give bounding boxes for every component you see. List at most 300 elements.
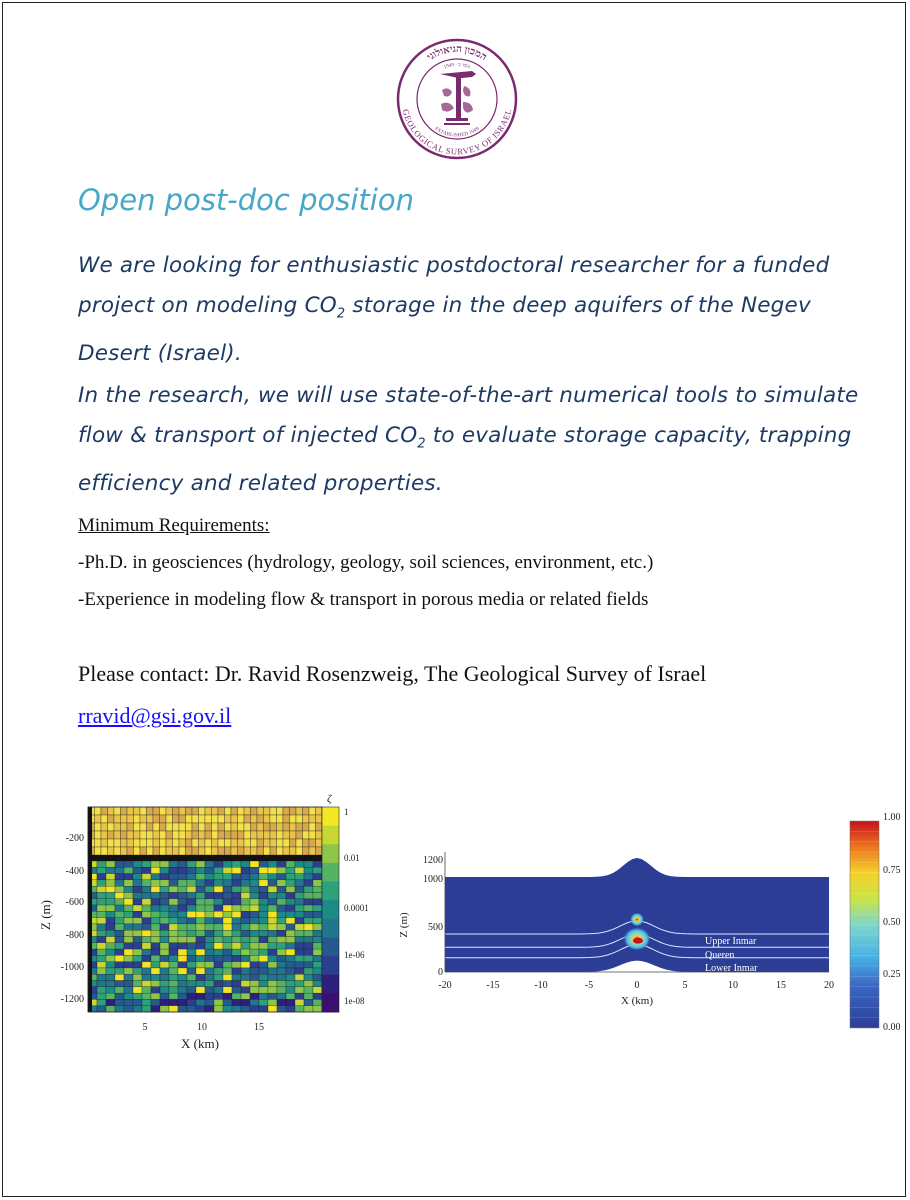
heatmap-cell [101,823,108,831]
heatmap-cell [133,911,142,917]
heatmap-cell [151,892,160,898]
intro-paragraph: We are looking for enthusiastic postdoctoral researcher for a funded project on modeling $CO_2$ storage in the deep aquifers of the Negev Desert (Israel). [78,253,830,367]
x-tick-label: -20 [438,980,452,991]
heatmap-cell [151,924,160,930]
heatmap-cell [316,807,323,815]
requirement-item: -Ph.D. in geosciences (hydrology, geology, soil sciences, environment, etc.) [78,552,654,573]
heatmap-cell [127,839,134,847]
heatmap-cell [169,886,178,892]
heatmap-cell [166,839,173,847]
heatmap-cell [218,839,225,847]
heatmap-cell [223,886,232,892]
colorbar-segment [322,863,339,882]
heatmap-cell [97,937,106,943]
heatmap-cell [309,815,316,823]
heatmap-cell [250,911,259,917]
heatmap-cell [134,807,141,815]
heatmap-cell [259,949,268,955]
colorbar-segment [322,975,339,994]
heatmap-cell [295,911,304,917]
heatmap-cell [106,899,115,905]
heatmap-cell [250,918,259,924]
heatmap-cell [304,924,313,930]
heatmap-cell [223,899,232,905]
heatmap-cell [268,987,277,993]
heatmap-cell [178,999,187,1005]
heatmap-cell [238,847,245,855]
x-tick-label: 10 [728,980,738,991]
heatmap-cell [295,999,304,1005]
heatmap-cell [134,815,141,823]
heatmap-cell [316,839,323,847]
heatmap-cell [286,911,295,917]
heatmap-cell [238,839,245,847]
heatmap-cell [97,987,106,993]
heatmap-cell [303,815,310,823]
heatmap-cell [178,886,187,892]
heatmap-cell [290,839,297,847]
heatmap-cell [277,918,286,924]
heatmap-cell [114,823,121,831]
heatmap-cell [205,899,214,905]
heatmap-cell [268,955,277,961]
heatmap-cell [270,839,277,847]
heatmap-cell [187,911,196,917]
heatmap-cell [205,930,214,936]
colorbar-label: ζ [327,793,332,805]
heatmap-cell [304,943,313,949]
heatmap-cell [196,955,205,961]
heatmap-cell [205,974,214,980]
heatmap-cell [142,999,151,1005]
heatmap-cell [140,823,147,831]
heatmap-cell [115,918,124,924]
heatmap-cell [97,930,106,936]
heatmap-cell [95,807,102,815]
heatmap-cell [309,823,316,831]
heatmap-cell [142,943,151,949]
heatmap-cell [259,930,268,936]
heatmap-cell [95,847,102,855]
heatmap-cell [241,943,250,949]
heatmap-cell [178,981,187,987]
heatmap-cell [115,981,124,987]
heatmap-cell [268,968,277,974]
heatmap-cell [160,886,169,892]
x-axis-label: X (km) [620,995,654,1007]
heatmap-cell [187,968,196,974]
heatmap-cell [286,955,295,961]
heatmap-cell [251,823,258,831]
heatmap-cell [160,949,169,955]
heatmap-cell [108,823,115,831]
heatmap-cell [124,1006,133,1012]
heatmap-cell [196,987,205,993]
heatmap-cell [187,993,196,999]
svg-text:ESTABLISHED 1949 [434,126,481,138]
heatmap-cell [223,874,232,880]
heatmap-cell [114,815,121,823]
heatmap-cell [134,839,141,847]
heatmap-cell [277,962,286,968]
heatmap-cell [133,968,142,974]
heatmap-cell [160,924,169,930]
heatmap-cell [160,874,169,880]
heatmap-cell [257,807,264,815]
heatmap-cell [169,930,178,936]
heatmap-cell [196,861,205,867]
heatmap-cell [286,987,295,993]
heatmap-cell [142,861,151,867]
heatmap-cell [95,839,102,847]
heatmap-cell [199,839,206,847]
heatmap-cell [186,823,193,831]
heatmap-cell [313,968,322,974]
heatmap-cell [223,905,232,911]
colorbar-tick-label: 0.00 [883,1022,901,1033]
heatmap-cell [160,823,167,831]
heatmap-cell [127,823,134,831]
heatmap-cell [250,955,259,961]
heatmap-cell [121,839,128,847]
heatmap-cell [214,981,223,987]
heatmap-cell [169,962,178,968]
heatmap-cell [313,955,322,961]
heatmap-cell [187,905,196,911]
heatmap-cell [160,968,169,974]
x-tick-label: 10 [197,1022,207,1033]
heatmap-cell [238,831,245,839]
x-tick-label: -10 [534,980,548,991]
heatmap-cell [250,886,259,892]
heatmap-cell [212,839,219,847]
colorbar-segment [322,826,339,845]
heatmap-cell [277,993,286,999]
x-tick-label: -5 [584,980,594,991]
heatmap-cell [187,880,196,886]
heatmap-cell [196,899,205,905]
heatmap-cell [205,815,212,823]
heatmap-cell [268,993,277,999]
heatmap-cell [166,815,173,823]
layer-label: Queren [705,950,735,961]
heatmap-cell [251,847,258,855]
heatmap-cell [178,993,187,999]
heatmap-cell [115,937,124,943]
x-tick-label: 15 [254,1022,264,1033]
heatmap-cell [101,807,108,815]
heatmap-cell [277,815,284,823]
heatmap-cell [142,874,151,880]
heatmap-cell [232,981,241,987]
heatmap-cell [232,949,241,955]
heatmap-cell [151,937,160,943]
heatmap-cell [264,847,271,855]
heatmap-cell [283,823,290,831]
co2-plume-core [633,938,643,944]
heatmap-cell [286,924,295,930]
co2-plume-upper [630,912,644,926]
heatmap-cell [192,847,199,855]
heatmap-cell [214,937,223,943]
heatmap-cell [166,831,173,839]
heatmap-cell [214,918,223,924]
heatmap-cell [259,918,268,924]
heatmap-cell [97,867,106,873]
heatmap-cell [178,899,187,905]
heatmap-cell [238,807,245,815]
heatmap-cell [106,968,115,974]
heatmap-cell [196,949,205,955]
heatmap-cell [309,831,316,839]
heatmap-cell [295,924,304,930]
heatmap-cell [142,955,151,961]
heatmap-cell [187,987,196,993]
heatmap-cell [223,861,232,867]
heatmap-cell [178,892,187,898]
logo-english-text: GEOLOGICAL SURVEY OF ISRAEL [400,108,514,157]
heatmap-cell [304,886,313,892]
colorbar-segment [322,937,339,956]
heatmap-cell [97,943,106,949]
heatmap-cell [295,918,304,924]
heatmap-cell [108,839,115,847]
heatmap-cell [196,886,205,892]
heatmap-cell [133,867,142,873]
heatmap-cell [214,861,223,867]
heatmap-cell [115,943,124,949]
heatmap-cell [250,905,259,911]
heatmap-cell [241,918,250,924]
heatmap-cell [178,911,187,917]
heatmap-cell [232,993,241,999]
heatmap-cell [259,993,268,999]
heatmap-cell [214,1006,223,1012]
heatmap-cell [286,949,295,955]
heatmap-cell [133,930,142,936]
heatmap-cell [277,839,284,847]
heatmap-cell [97,874,106,880]
heatmap-cell [124,993,133,999]
heatmap-cell [151,1006,160,1012]
heatmap-cell [205,943,214,949]
heatmap-cell [214,905,223,911]
heatmap-cell [241,937,250,943]
heatmap-cell [127,815,134,823]
heatmap-cell [232,930,241,936]
heatmap-cell [196,937,205,943]
heatmap-cell [115,949,124,955]
heatmap-cell [124,999,133,1005]
heatmap-cell [296,847,303,855]
heatmap-cell [277,974,286,980]
layer-label: Lower Inmar [705,963,758,974]
heatmap-cell [160,937,169,943]
heatmap-cell [309,839,316,847]
heatmap-cell [187,924,196,930]
heatmap-cell [296,839,303,847]
heatmap-cell [232,861,241,867]
colorbar-tick-label: 1.00 [883,812,901,823]
heatmap-cell [231,815,238,823]
heatmap-cell [277,867,286,873]
heatmap-cell [133,861,142,867]
heatmap-cell [286,962,295,968]
heatmap-cell [140,815,147,823]
contact-email-link[interactable]: rravid@gsi.gov.il [78,703,232,728]
heatmap-cell [186,807,193,815]
heatmap-cell [250,930,259,936]
heatmap-cell [108,815,115,823]
heatmap-cell [178,968,187,974]
heatmap-cell [196,911,205,917]
heatmap-cell [223,911,232,917]
heatmap-cell [114,807,121,815]
heatmap-cell [114,831,121,839]
heatmap-cell [316,831,323,839]
heatmap-cell [160,962,169,968]
heatmap-cell [106,937,115,943]
heatmap-cell [223,892,232,898]
heatmap-cell [205,807,212,815]
heatmap-cell [106,874,115,880]
heatmap-cell [106,918,115,924]
heatmap-cell [106,880,115,886]
heatmap-cell [250,999,259,1005]
heatmap-cell [241,861,250,867]
heatmap-cell [270,847,277,855]
heatmap-cell [286,886,295,892]
heatmap-cell [115,955,124,961]
heatmap-cell [124,886,133,892]
heatmap-cell [250,874,259,880]
heatmap-cell [238,823,245,831]
heatmap-cell [212,815,219,823]
heatmap-cell [223,999,232,1005]
requirements-title: Minimum Requirements: [78,515,270,536]
heatmap-cell [124,968,133,974]
heatmap-cell [250,1006,259,1012]
heatmap-cell [286,937,295,943]
heatmap-cell [205,867,214,873]
heatmap-cell [169,955,178,961]
logo-established-text: ESTABLISHED 1949 [433,126,481,139]
heatmap-cell [295,861,304,867]
heatmap-cell [187,981,196,987]
heatmap-cell [106,962,115,968]
heatmap-cell [151,968,160,974]
y-tick-label: 500 [428,922,443,933]
heatmap-cell [241,999,250,1005]
heatmap-cell [153,807,160,815]
heatmap-cell [241,874,250,880]
heatmap-cell [295,968,304,974]
x-axis-label: X (km) [181,1036,219,1051]
heatmap-cell [295,943,304,949]
heatmap-cell [268,937,277,943]
heatmap-cell [241,981,250,987]
heatmap-cell [286,867,295,873]
heatmap-cell [106,924,115,930]
heatmap-cell [290,815,297,823]
heatmap-cell [283,815,290,823]
heatmap-cell [214,993,223,999]
heatmap-cell [142,886,151,892]
heatmap-cell [178,974,187,980]
heatmap-cell [142,987,151,993]
heatmap-cell [133,886,142,892]
heatmap-cell [199,847,206,855]
heatmap-cell [304,905,313,911]
heatmap-cell [160,955,169,961]
heatmap-cell [151,930,160,936]
heatmap-cell [142,880,151,886]
colorbar-segment [322,956,339,975]
heatmap-cell [268,905,277,911]
heatmap-cell [134,847,141,855]
y-axis-label: Z (m) [398,912,410,938]
heatmap-cell [121,815,128,823]
heatmap-cell [303,807,310,815]
heatmap-cell [187,937,196,943]
heatmap-cell [151,880,160,886]
heatmap-cell [286,861,295,867]
heatmap-cell [151,905,160,911]
heatmap-cell [160,880,169,886]
heatmap-cell [232,886,241,892]
heatmap-cell [290,823,297,831]
heatmap-cell [304,911,313,917]
heatmap-cell [205,987,214,993]
heatmap-cell [250,937,259,943]
y-tick-label: -600 [65,897,84,908]
heatmap-cell [101,831,108,839]
heatmap-cell [151,874,160,880]
heatmap-cell [212,823,219,831]
heatmap-cell [115,886,124,892]
heatmap-cell [268,861,277,867]
heatmap-cell [142,1006,151,1012]
heatmap-cell [196,880,205,886]
heatmap-cell [259,911,268,917]
heatmap-cell [196,974,205,980]
heatmap-cell [124,892,133,898]
heatmap-cell [160,847,167,855]
heatmap-cell [295,974,304,980]
heatmap-cell [153,839,160,847]
heatmap-cell [133,1006,142,1012]
heatmap-cell [218,823,225,831]
heatmap-cell [169,937,178,943]
heatmap-cell [205,993,214,999]
heatmap-cell [313,911,322,917]
heatmap-cell [169,899,178,905]
heatmap-cell [212,807,219,815]
heatmap-cell [214,911,223,917]
heatmap-cell [286,930,295,936]
heatmap-cell [97,974,106,980]
heatmap-cell [313,880,322,886]
heatmap-cell [160,993,169,999]
heatmap-cell [295,892,304,898]
heatmap-cell [212,847,219,855]
heatmap-cell [232,955,241,961]
heatmap-cell [277,807,284,815]
heatmap-cell [133,981,142,987]
heatmap-cell [313,918,322,924]
heatmap-cell [187,867,196,873]
heatmap-cell [124,918,133,924]
